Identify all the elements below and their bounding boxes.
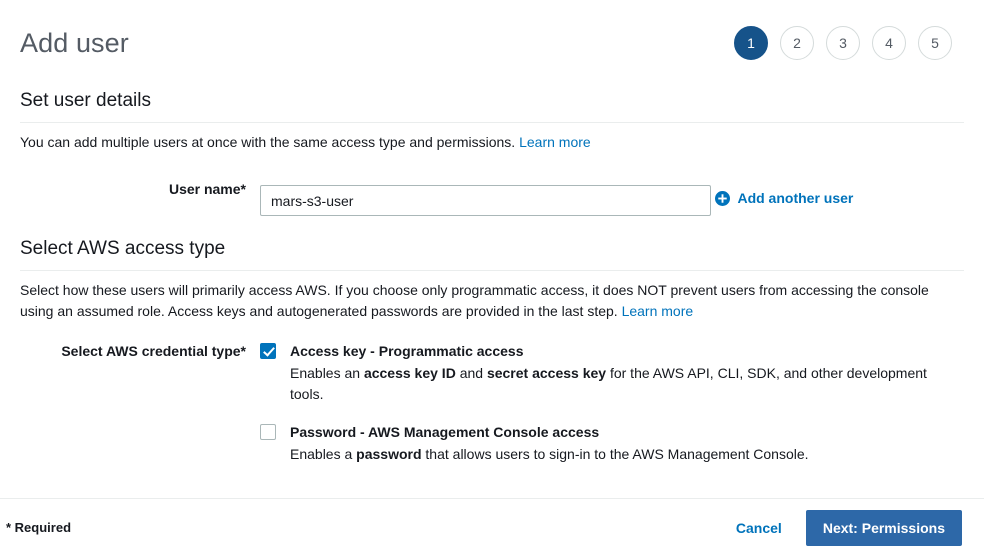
footer-actions	[732, 510, 962, 546]
username-input[interactable]	[260, 185, 711, 216]
access-type-divider	[20, 270, 964, 271]
credential-type-options	[260, 341, 964, 465]
cancel-button[interactable]: Cancel	[732, 514, 786, 542]
username-row	[20, 174, 964, 216]
ca-desc-pre: Enables a	[290, 445, 357, 462]
step-4[interactable]: 4	[872, 26, 906, 60]
ca-desc-post: that allows users to sign-in to the AWS Management Console.	[421, 445, 809, 462]
pa-desc-bold-2: secret access key	[486, 364, 607, 381]
add-another-user-button[interactable]	[715, 190, 853, 206]
user-details-learn-more-link[interactable]: Learn more	[519, 134, 591, 150]
credential-type-label: Select AWS credential type*	[61, 342, 246, 359]
option-programmatic-access[interactable]	[260, 341, 964, 405]
access-type-description	[20, 280, 964, 321]
access-type-description-line1: Select how these users will primarily access AWS. If you choose only programmatic access, it does NOT prevent users from accessing the console using	[20, 282, 929, 319]
next-permissions-button[interactable]: Next: Permissions	[806, 510, 962, 546]
console-access-checkbox[interactable]	[260, 424, 276, 440]
console-access-title: Password - AWS Management Console access	[290, 423, 600, 440]
access-type-learn-more-link[interactable]: Learn more	[621, 302, 694, 319]
plus-circle-icon	[715, 191, 730, 206]
credential-type-row	[20, 341, 964, 465]
programmatic-access-description	[290, 365, 927, 402]
step-5[interactable]: 5	[918, 26, 952, 60]
programmatic-access-checkbox[interactable]	[260, 343, 276, 359]
pa-desc-mid: and	[455, 364, 487, 381]
add-another-user-label: Add another user	[737, 190, 854, 207]
required-note: * Required	[6, 520, 72, 535]
console-access-text	[290, 422, 809, 465]
user-details-description	[20, 132, 964, 152]
page-header	[0, 0, 984, 68]
programmatic-access-title: Access key - Programmatic access	[290, 342, 524, 359]
step-3[interactable]: 3	[826, 26, 860, 60]
username-label: User name*	[168, 181, 246, 198]
page-footer	[0, 498, 984, 556]
console-access-description	[290, 446, 809, 462]
page-content	[0, 90, 984, 465]
access-type-description-line2: an assumed role. Access keys and autogenerated passwords are provided in the last step.	[57, 302, 618, 319]
step-1[interactable]: 1	[734, 26, 768, 60]
username-field-wrap	[260, 174, 964, 216]
step-2[interactable]: 2	[780, 26, 814, 60]
step-indicator	[734, 26, 960, 60]
pa-desc-bold-1: access key ID	[363, 364, 456, 381]
option-console-access[interactable]	[260, 422, 964, 465]
pa-desc-pre: Enables an	[290, 364, 364, 381]
pa-desc-post: for the AWS API, CLI, SDK, and other development tools.	[290, 364, 927, 402]
page-title: Add user	[20, 27, 129, 58]
user-details-divider	[20, 122, 964, 123]
programmatic-access-text	[290, 341, 964, 405]
ca-desc-bold-1: password	[356, 445, 422, 462]
user-details-description-text: You can add multiple users at once with the same access type and permissions.	[20, 134, 516, 150]
user-details-heading: Set user details	[20, 90, 151, 111]
access-type-heading: Select AWS access type	[20, 238, 226, 260]
